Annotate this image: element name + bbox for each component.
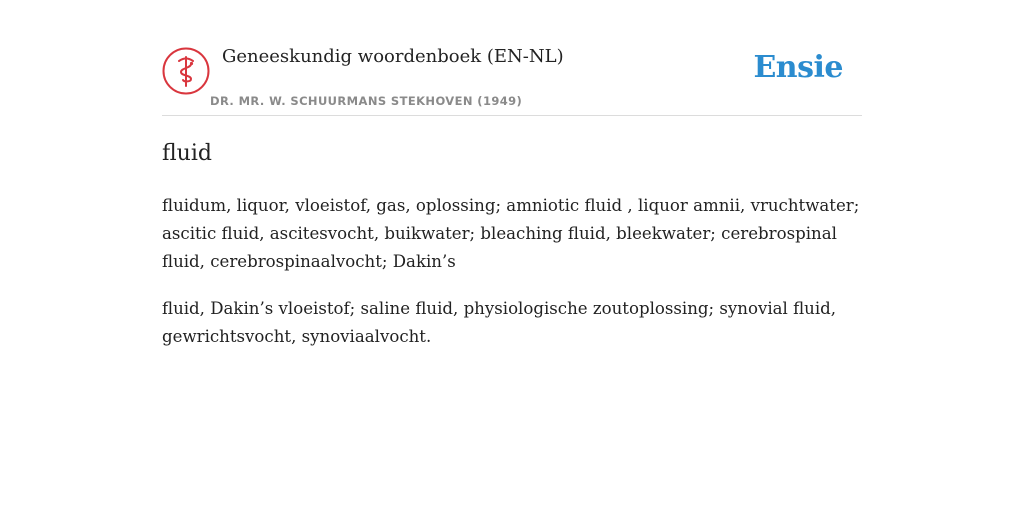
entry-content: [162, 138, 862, 370]
entry-paragraph: fluid, Dakin’s vloeistof; saline fluid, physiologische zoutoplossing; synovial fluid, gewrichtsvocht, synoviaalvocht.: [162, 299, 837, 346]
dictionary-header: [162, 40, 862, 116]
entry-paragraph: fluidum, liquor, vloeistof, gas, oplossing; amniotic fluid , liquor amnii, vruchtwater; ascitic fluid, ascitesvocht, buikwater; bleaching fluid, bleekwater; cerebrospinal fluid, cerebrospinaalvocht; Dakin’s: [162, 196, 860, 271]
ensie-brand-logo[interactable]: Ensie: [753, 50, 843, 85]
dictionary-title[interactable]: Geneeskundig woordenboek (EN-NL): [222, 46, 564, 67]
caduceus-icon[interactable]: [162, 47, 210, 95]
dictionary-author: DR. MR. W. SCHUURMANS STEKHOVEN (1949): [210, 94, 523, 108]
entry-headword: fluid: [162, 141, 212, 166]
